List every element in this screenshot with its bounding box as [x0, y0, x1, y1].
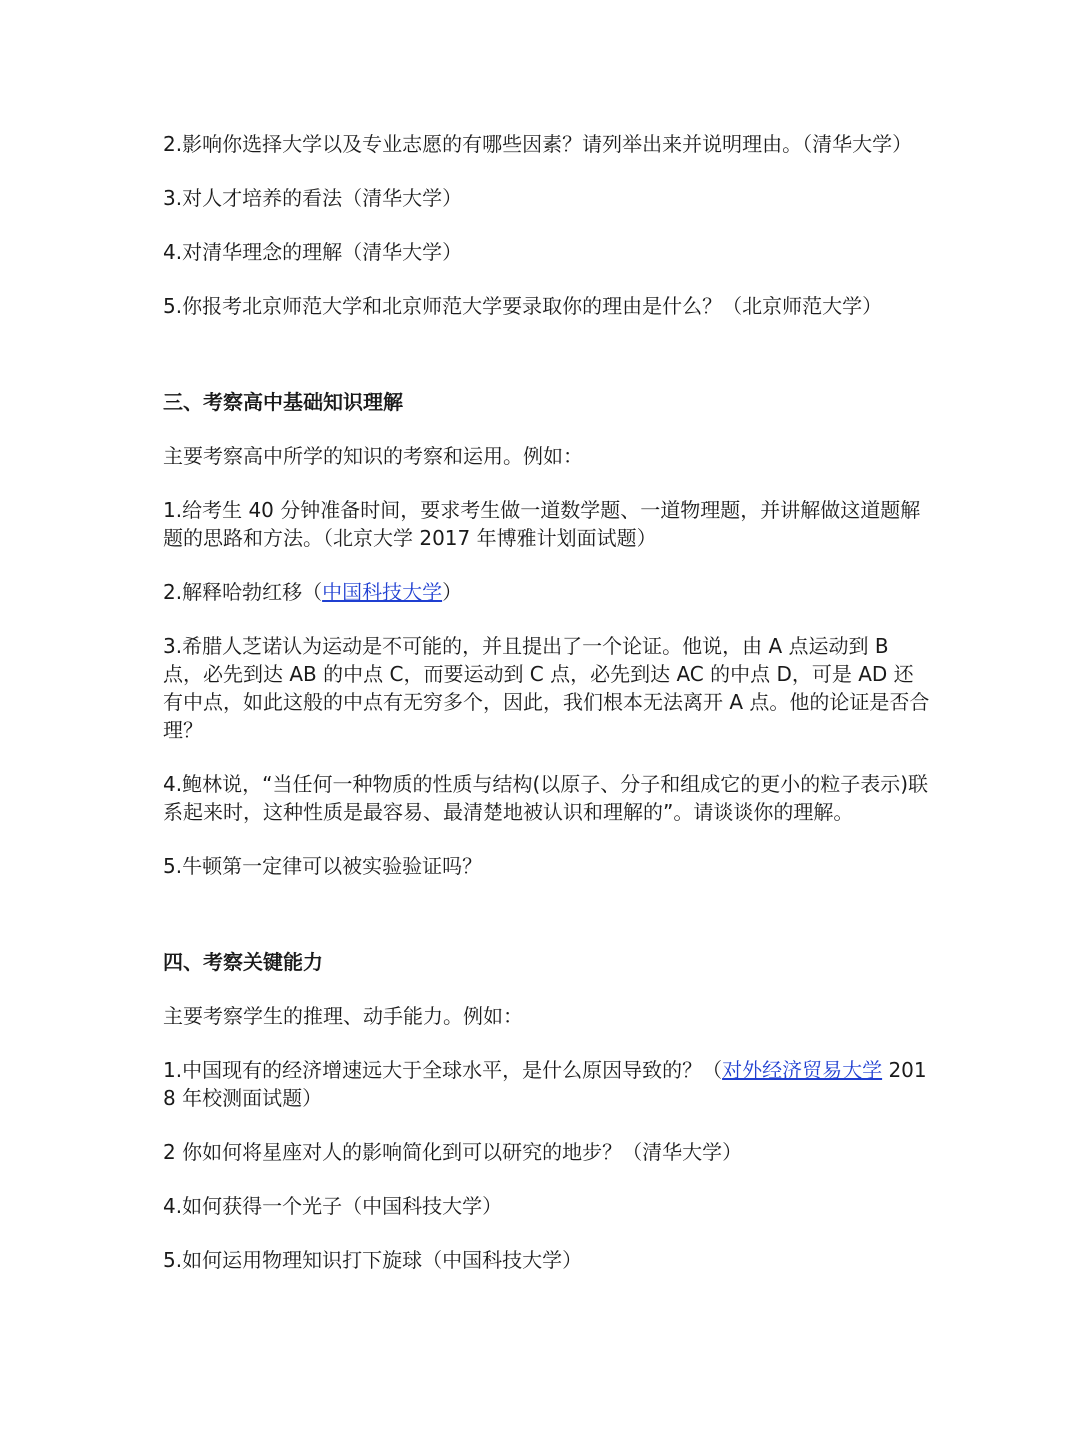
s3-question-5: 5.牛顿第一定律可以被实验验证吗？ [163, 854, 483, 878]
question-5-bnu: 5.你报考北京师范大学和北京师范大学要录取你的理由是什么？（北京师范大学） [163, 294, 883, 318]
question-2-factors: 2.影响你选择大学以及专业志愿的有哪些因素？请列举出来并说明理由。（清华大学） [163, 132, 913, 156]
document-page [163, 130, 933, 1274]
question-3-talent: 3.对人才培养的看法（清华大学） [163, 186, 463, 210]
s3-question-4: 4.鲍林说，“当任何一种物质的性质与结构(以原子、分子和组成它的更小的粒子表示)联系起来时，这种性质是最容易、最清楚地被认识和理解的”。请谈谈你的理解。 [163, 772, 929, 824]
s3-question-2-suffix: ） [442, 580, 463, 604]
section-3-intro: 主要考察高中所学的知识的考察和运用。例如： [163, 444, 583, 468]
s4-question-1-prefix: 1.中国现有的经济增速远大于全球水平，是什么原因导致的？（ [163, 1058, 723, 1082]
s4-question-2: 2 你如何将星座对人的影响简化到可以研究的地步？（清华大学） [163, 1140, 743, 1164]
uibe-link[interactable]: 对外经济贸易大学 [722, 1058, 883, 1082]
s3-question-2-prefix: 2.解释哈勃红移（ [163, 580, 323, 604]
ustc-link[interactable]: 中国科技大学 [322, 580, 443, 604]
s3-question-1: 1.给考生 40 分钟准备时间，要求考生做一道数学题、一道物理题，并讲解做这道题解题的思路和方法。（北京大学 2017 年博雅计划面试题） [163, 498, 921, 550]
question-4-tsinghua-idea: 4.对清华理念的理解（清华大学） [163, 240, 463, 264]
s3-question-2 [163, 578, 933, 606]
section-4-intro: 主要考察学生的推理、动手能力。例如： [163, 1004, 523, 1028]
s4-question-4: 4.如何获得一个光子（中国科技大学） [163, 1194, 503, 1218]
s3-question-3: 3.希腊人芝诺认为运动是不可能的，并且提出了一个论证。他说，由 A 点运动到 B 点，必先到达 AB 的中点 C，而要运动到 C 点，必先到达 AC 的中点 D，可是 AD 还有中点，如此这般的中点有无穷多个，因此，我们根本无法离开 A 点。他的论证是否合理？ [163, 634, 930, 742]
section-4-heading: 四、考察关键能力 [163, 950, 323, 974]
s4-question-1-suffix: 2018 年校测面试题） [163, 1058, 927, 1110]
s4-question-5: 5.如何运用物理知识打下旋球（中国科技大学） [163, 1248, 583, 1272]
section-3-heading: 三、考察高中基础知识理解 [163, 390, 403, 414]
s4-question-1 [163, 1056, 933, 1112]
